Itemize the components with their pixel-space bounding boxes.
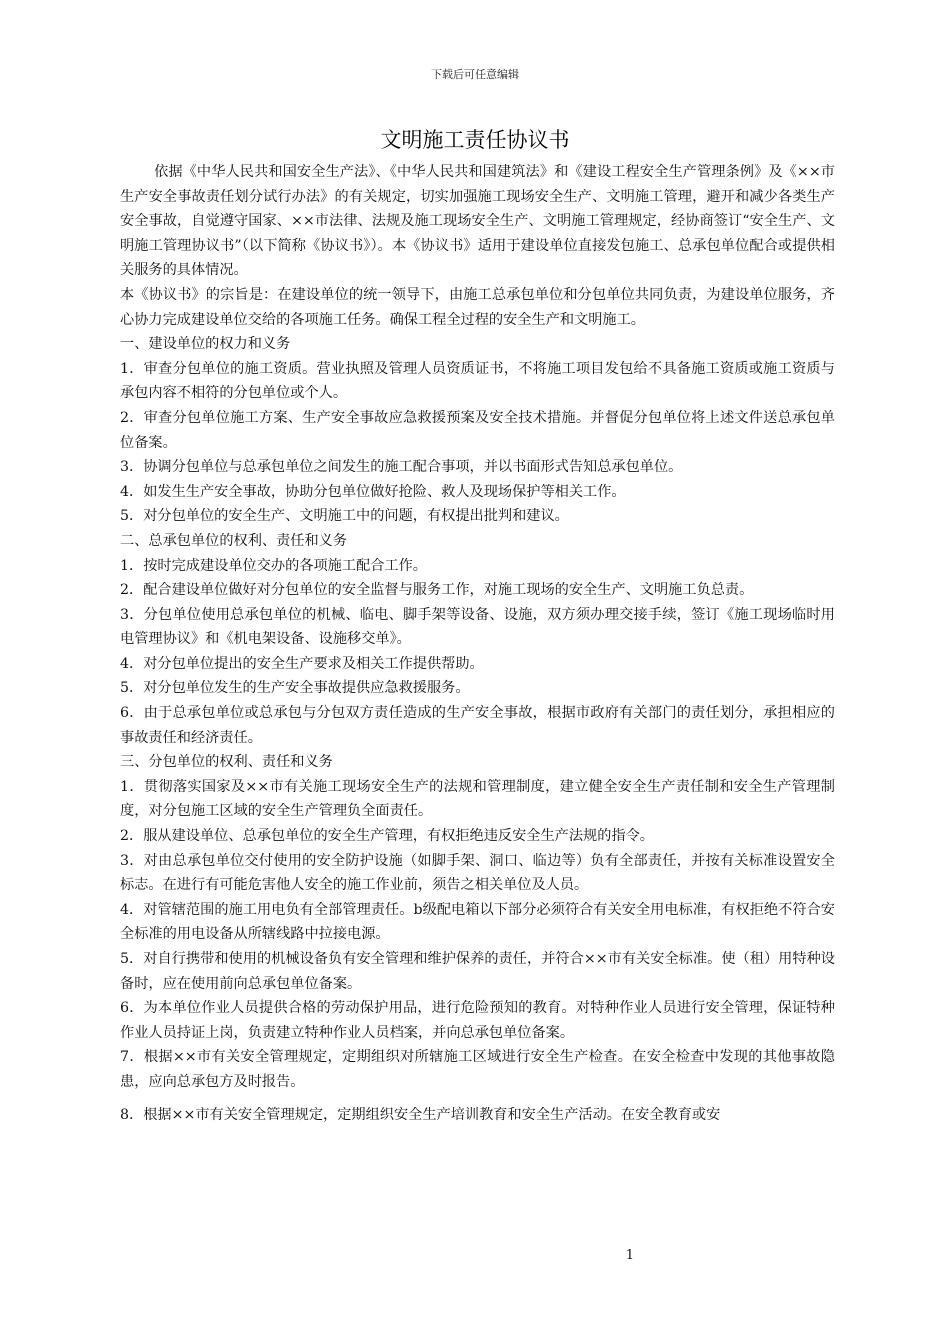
list-item: 4．对管辖范围的施工用电负有全部管理责任。b级配电箱以下部分必须符合有关安全用电标准，有权拒绝不符合安全标准的用电设备从所辖线路中拉接电源。: [120, 901, 835, 943]
section-heading-1: 一、建设单位的权力和义务: [120, 336, 291, 353]
list-item: 3．分包单位使用总承包单位的机械、临电、脚手架等设备、设施，双方须办理交接手续，签订《施工现场临时用电管理协议》和《机电架设备、设施移交单》。: [120, 606, 835, 648]
list-item: 1．审查分包单位的施工资质。营业执照及管理人员资质证书，不将施工项目发包给不具备施工资质或施工资质与承包内容不相符的分包单位或个人。: [120, 360, 835, 402]
list-item: 2．服从建设单位、总承包单位的安全生产管理，有权拒绝违反安全生产法规的指令。: [120, 828, 654, 845]
list-item: 2．配合建设单位做好对分包单位的安全监督与服务工作，对施工现场的安全生产、文明施工负总责。: [120, 582, 754, 599]
list-item: 1．按时完成建设单位交办的各项施工配合工作。: [120, 557, 427, 574]
document-body: [120, 160, 835, 1127]
paragraph-purpose: 本《协议书》的宗旨是：在建设单位的统一领导下，由施工总承包单位和分包单位共同负责，为建设单位服务，齐心协力完成建设单位交给的各项施工任务。确保工程全过程的安全生产和文明施工。: [120, 286, 835, 328]
list-item: 3．对由总承包单位交付使用的安全防护设施（如脚手架、洞口、临边等）负有全部责任，并按有关标准设置安全标志。在进行有可能危害他人安全的施工作业前，须告之相关单位及人员。: [120, 852, 835, 894]
list-item: 5．对自行携带和使用的机械设备负有安全管理和维护保养的责任，并符合××市有关安全标准。使（租）用特种设备时，应在使用前向总承包单位备案。: [120, 951, 835, 992]
section-heading-3: 三、分包单位的权利、责任和义务: [120, 754, 333, 771]
list-item: 8．根据××市有关安全管理规定，定期组织安全生产培训教育和安全生产活动。在安全教育或安: [120, 1106, 721, 1123]
list-item: 6．为本单位作业人员提供合格的劳动保护用品，进行危险预知的教育。对特种作业人员进行安全管理，保证特种作业人员持证上岗，负责建立特种作业人员档案，并向总承包单位备案。: [120, 1000, 835, 1041]
list-item: 4．如发生生产安全事故，协助分包单位做好抢险、救人及现场保护等相关工作。: [120, 483, 626, 500]
list-item: 2．审查分包单位施工方案、生产安全事故应急救援预案及安全技术措施。并督促分包单位将上述文件送总承包单位备案。: [120, 409, 835, 451]
section-heading-2: 二、总承包单位的权利、责任和义务: [120, 532, 348, 549]
list-item: 7．根据××市有关安全管理规定，定期组织对所辖施工区域进行安全生产检查。在安全检查中发现的其他事故隐患，应向总承包方及时报告。: [120, 1049, 835, 1090]
list-item: 5．对分包单位的安全生产、文明施工中的问题，有权提出批判和建议。: [120, 508, 569, 525]
list-item: 6．由于总承包单位或总承包与分包双方责任造成的生产安全事故，根据市政府有关部门的责任划分，承担相应的事故责任和经济责任。: [120, 705, 835, 746]
header-note: 下载后可任意编辑: [431, 68, 519, 81]
document-title: 文明施工责任协议书: [380, 128, 570, 152]
page-number: 1: [625, 1248, 634, 1263]
list-item: 5．对分包单位发生的生产安全事故提供应急救援服务。: [120, 680, 470, 697]
list-item: 3．协调分包单位与总承包单位之间发生的施工配合事项，并以书面形式告知总承包单位。: [120, 459, 683, 476]
paragraph-intro: 依据《中华人民共和国安全生产法》、《中华人民共和国建筑法》和《建设工程安全生产管理条例》及《××市生产安全事故责任划分试行办法》的有关规定，切实加强施工现场安全生产、文明施工管理，避开和减少各类生产安全事故，自觉遵守国家、××市法律、法规及施工现场安全生产、文明施工管理规定，经协商签订“安全生产、文明施工管理协议书”（以下简称《协议书》）。本《协议书》适用于建设单位直接发包施工、总承包单位配合或提供相关服务的具体情况。: [120, 164, 835, 279]
list-item: 1．贯彻落实国家及××市有关施工现场安全生产的法规和管理制度，建立健全安全生产责任制和安全生产管理制度，对分包施工区域的安全生产管理负全面责任。: [120, 778, 835, 820]
list-item: 4．对分包单位提出的安全生产要求及相关工作提供帮助。: [120, 655, 484, 672]
